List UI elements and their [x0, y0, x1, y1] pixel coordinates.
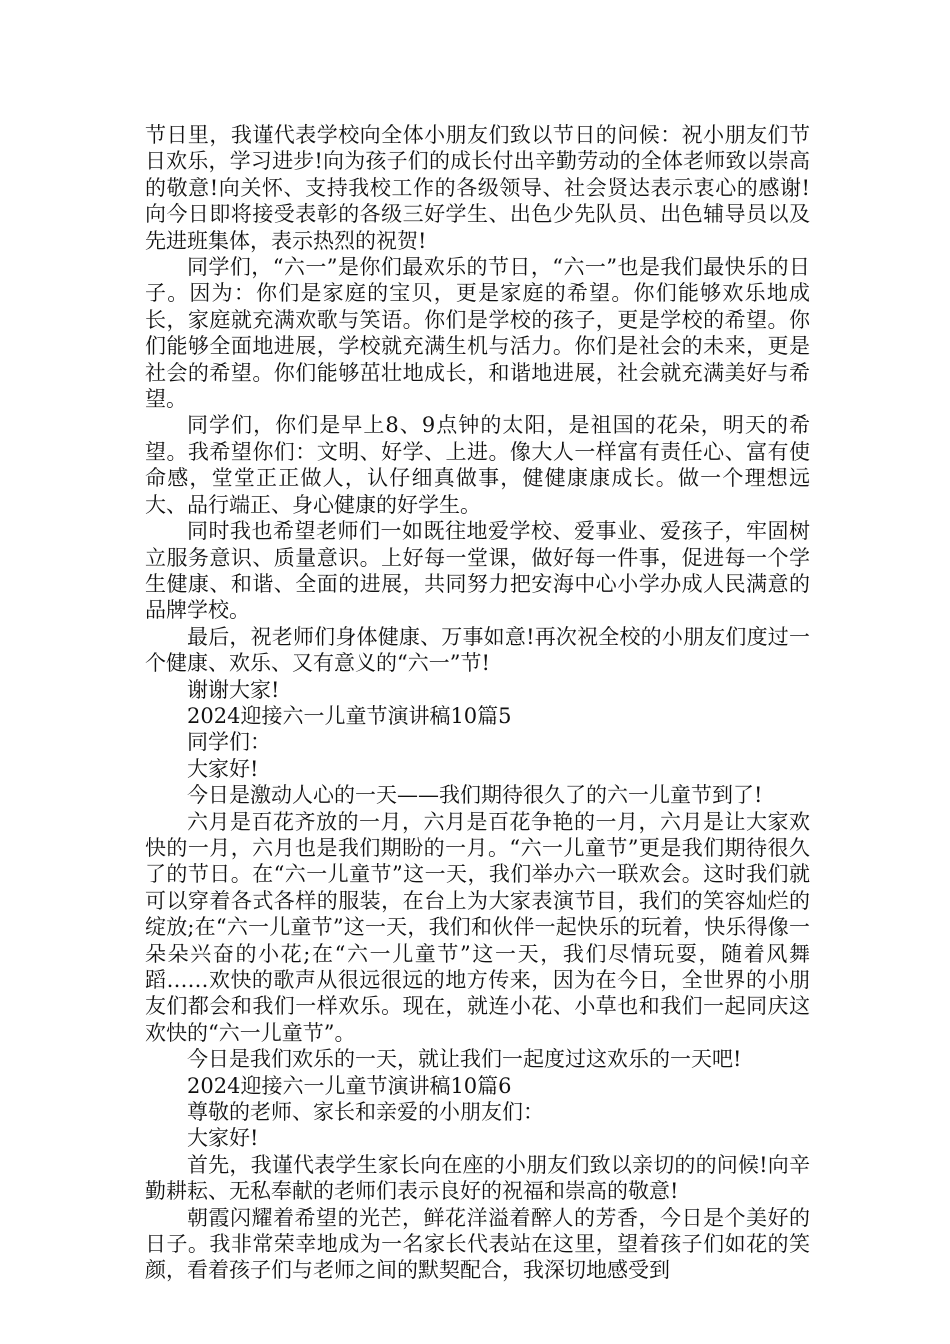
document-body [145, 122, 810, 1284]
paragraph-2: 同学们，“六一”是你们最欢乐的节日，“六一”也是我们最快乐的日子。因为：你们是家庭的宝贝，更是家庭的希望。你们能够欢乐地成长，家庭就充满欢歌与笑语。你们是学校的孩子，更是学校的希望。你们能够全面地进展，学校就充满生机与活力。你们是社会的未来，更是社会的希望。你们能够茁壮地成长，和谐地进展，社会就充满美好与希望。 [145, 255, 810, 412]
thanks-line: 谢谢大家! [187, 677, 280, 702]
paragraph-16: 首先，我谨代表学生家长向在座的小朋友们致以亲切的的问候!向辛勤耕耘、无私奉献的老师们表示良好的祝福和崇高的敬意! [145, 1152, 810, 1204]
paragraph-10: 今日是激动人心的一天——我们期待很久了的六一儿童节到了! [187, 783, 763, 808]
salutation-line: 同学们： [187, 730, 271, 755]
salutation-line-2: 尊敬的老师、家长和亲爱的小朋友们： [187, 1100, 544, 1125]
paragraph-17: 朝霞闪耀着希望的光芒，鲜花洋溢着醉人的芳香，今日是个美好的日子。我非常荣幸地成为一名家长代表站在这里，望着孩子们如花的笑颜，看着孩子们与老师之间的默契配合，我深切地感受到 [145, 1205, 810, 1283]
paragraph-1: 节日里，我谨代表学校向全体小朋友们致以节日的问候：祝小朋友们节日欢乐，学习进步!向为孩子们的成长付出辛勤劳动的全体老师致以崇高的敬意!向关怀、支持我校工作的各级领导、社会贤达表示衷心的感谢!向今日即将接受表彰的各级三好学生、出色少先队员、出色辅导员以及先进班集体，表示热烈的祝贺! [145, 123, 810, 253]
paragraph-3: 同学们，你们是早上8、9点钟的太阳，是祖国的花朵，明天的希望。我希望你们：文明、好学、上进。像大人一样富有责任心、富有使命感，堂堂正正做人，认仔细真做事，健健康康成长。做一个理想远大、品行端正、身心健康的好学生。 [145, 413, 810, 517]
section-heading-5: 2024迎接六一儿童节演讲稿10篇5 [187, 703, 512, 728]
greeting-line: 大家好! [187, 756, 259, 781]
paragraph-12: 今日是我们欢乐的一天，就让我们一起度过这欢乐的一天吧! [187, 1047, 742, 1072]
paragraph-4: 同时我也希望老师们一如既往地爱学校、爱事业、爱孩子，牢固树立服务意识、质量意识。上好每一堂课，做好每一件事，促进每一个学生健康、和谐、全面的进展，共同努力把安海中心小学办成人民满意的品牌学校。 [145, 519, 810, 623]
paragraph-11: 六月是百花齐放的一月，六月是百花争艳的一月，六月是让大家欢快的一月，六月也是我们期盼的一月。“六一儿童节”更是我们期待很久了的节日。在“六一儿童节”这一天，我们举办六一联欢会。这时我们就可以穿着各式各样的服装，在台上为大家表演节目，我们的笑容灿烂的绽放;在“六一儿童节”这一天，我们和伙伴一起快乐的玩着，快乐得像一朵朵兴奋的小花;在“六一儿童节”这一天，我们尽情玩耍，随着风舞蹈……欢快的歌声从很远很远的地方传来，因为在今日，全世界的小朋友们都会和我们一样欢乐。现在，就连小花、小草也和我们一起同庆这欢快的“六一儿童节”。 [145, 809, 810, 1045]
greeting-line-2: 大家好! [187, 1126, 259, 1151]
section-heading-6: 2024迎接六一儿童节演讲稿10篇6 [187, 1073, 512, 1098]
paragraph-5: 最后，祝老师们身体健康、万事如意!再次祝全校的小朋友们度过一个健康、欢乐、又有意义的“六一”节! [145, 624, 810, 676]
